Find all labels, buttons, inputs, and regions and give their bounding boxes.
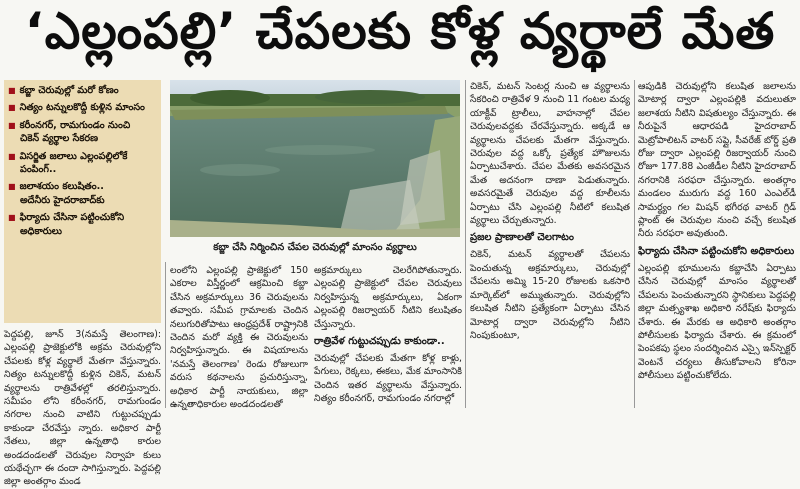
column-divider — [165, 262, 166, 408]
highlight-item: ■ నిత్యం టన్నులకొద్దీ కుళ్లిన మాంసం — [8, 101, 157, 114]
highlight-item: ■ కరీంనగర్, రామగుండం నుంచి — [8, 119, 157, 132]
article-column-4 — [470, 80, 630, 408]
pond-image — [170, 80, 460, 237]
fish-pond-photo — [170, 80, 460, 237]
article-column-3 — [314, 264, 462, 408]
highlight-item: అధికారులు — [20, 225, 62, 237]
highlight-item: ■ విసర్జిత జలాలు ఎల్లంపల్లిలోకే — [8, 150, 157, 163]
article-column-5 — [638, 80, 796, 408]
highlight-item: అదేనీరు హైదరాబాద్‌కు — [20, 194, 105, 206]
column-1-text: పెద్దపల్లి, జూన్ 3(నమస్తే తెలంగాణ): ఎల్లంపల్లి ప్రాజెక్టులోకి అక్రమ చెరువుల్లోని చేపలకు కోళ్ల వ్యర్థాలే మేతగా వేస్తున్నారు. నిత్యం టన్నులకొద్దీ కుళ్లిన చికెన్, మటన్ వ్యర్థాలను రాత్రివేళల్లో తరలిస్తున్నారు. సమీపం లోని కరీంనగర్, రామగుండం నగరాల నుంచి వాటిని గుట్టుచప్పుడు కాకుండా చేరవేస్తు న్నారు. అధికార పార్టీ నేతలు, జిల్లా ఉన్నతాధి కారుల అండదండలతో చెరువుల నిర్వాహ కులు యథేచ్ఛగా ఈ దందా సాగిస్తున్నారు. పెద్దపల్లి జిల్లా అంతర్గాం మండ — [4, 329, 161, 488]
highlight-item: చికెన్ వ్యర్థాల సేకరణ — [20, 133, 99, 145]
article-column-2 — [170, 264, 308, 411]
column-5-subhead: ఫిర్యాదు చేసినా పట్టించుకోని అధికారులు — [638, 245, 795, 257]
column-2-text: లంలోని ఎల్లంపల్లి ప్రాజెక్టులో 150 ఎకరాల విస్తీర్ణంలో ఆక్రమించి కబ్జా చేసిన అక్రమార్కులు 36 చెరువులను తవ్వారు. సమీప గ్రామాలకు చెందిన నలుగురితోపాటు ఆంధ్రప్రదేశ్ రాష్ట్రానికి చెందిన మరో వ్యక్తి ఈ చెరువులను నిర్వహిస్తున్నారు. ఈ విషయాలను 'నమస్తే తెలంగాణ' రెండు రోజులుగా వరుస కథనాలను ప్రచురిస్తున్నా, అధికార పార్టీ నాయకులు, జిల్లా ఉన్నతాధికారుల అండదండలతో — [170, 265, 308, 411]
column-divider — [634, 80, 635, 408]
column-divider — [465, 80, 466, 408]
highlight-item: పంపింగ్.. — [20, 164, 57, 176]
highlights-box — [4, 80, 161, 323]
highlight-item: ■ కబ్జా చెరువుల్లో మరో కోణం — [8, 84, 157, 97]
headline: ‘ఎల్లంపల్లి’ చేపలకు కోళ్ల వ్యర్థాలే మేత — [24, 1, 776, 60]
highlight-item: ■ ఫిర్యాదు చేసినా పట్టించుకోని — [8, 211, 157, 224]
column-3-text-top: అక్రమార్కులు చెలరేగిపోతున్నారు. ఎల్లంపల్లి ప్రాజెక్టులో చేపల చెరువులు నిర్వహిస్తున్న అక్రమార్కులు, ఏకంగా ఎల్లంపల్లి రిజర్వాయర్ నీటిని కలుషితం చేస్తున్నారు. — [314, 265, 462, 330]
column-3-text-bottom: చెరువుల్లో చేపలకు మేతగా కోళ్ల కాళ్లు, పేగులు, రెక్కలు, ఈకలు, మేక మాంసానికి చెందిన ఇతర వ్యర్థాలను వేస్తున్నారు. నిత్యం కరీంనగర్, రామగుండం నగరాల్లో — [314, 353, 462, 405]
highlight-item: ■ జలాశయం కలుషితం.. — [8, 180, 157, 193]
column-3-subhead: రాత్రివేళ గుట్టుచప్పుడు కాకుండా.. — [314, 336, 445, 348]
photo-caption: కబ్జా చేసి నిర్మించిన చేపల చెరువుల్లో మాంసం వ్యర్థాలు — [213, 242, 417, 253]
column-4-text-bottom: చికెన్, మటన్ వ్యర్థాలతో చేపలను పెంచుతున్న అక్రమార్కులు, చెరువుల్లో చేపలను అమ్మి 15-20 రోజులకు ఒకసారి మార్కెట్‌లో అమ్ముతున్నారు. చెరువుల్లోని కలుషిత నీటిని ప్రత్యేకంగా ఏర్పాటు చేసిన మోటార్ల ద్వారా చెరువుల్లోని నీటిని నింపుకుంటూ, — [470, 249, 630, 341]
column-5-text-bottom: ఎల్లంపల్లి భూములను కబ్జాచేసి ఏర్పాటు చేసిన చెరువుల్లో మాంసం వ్యర్థాలతో చేపలను పెంచుతున్నారని స్థానికులు పెద్దపల్లి జిల్లా మత్స్యశాఖ అధికారి నరేష్‌కు ఫిర్యాదు చేశారు. ఈ మేరకు ఆ అధికారి అంతర్గాం పోలీసులకు ఫిర్యాదు చేశారు. ఈ క్రమంలో పెంపకపు స్థలం సందర్శించిన ఎస్సై ఇన్‌స్పెక్టర్ వెంటనే చర్యలు తీసుకోవాలని కోరినా పోలీసులు పట్టించుకోలేదు. — [638, 262, 796, 382]
article-column-1 — [4, 328, 161, 488]
column-4-text-top: చికెన్, మటన్ సెంటర్ల నుంచి ఆ వ్యర్థాలను సేకరించి రాత్రివేళ 9 నుంచి 11 గంటల మధ్య యాక్టీవ్ ట్రాలీలు, వాహనాల్లో చేపల చెరువులవద్దకు చేరవేస్తున్నారు. అక్కడే ఆ వ్యర్థాలను చేపలకు మేతగా వేస్తున్నారు. చెరువుల వద్ద ఒక్కో ప్రత్యేక హౌజులను ఏర్పాటుచేశారు. చేపల మేతకు అవసరమైన మేత అదనంగా దాణా పెడుతున్నారు. అవసరమైతే చెరువుల వద్ద కూలీలను ఏర్పాటు చేసి ఎల్లంపల్లి నీటిలో కలుషిత వ్యర్థాలు చేర్చుతున్నారు. — [470, 81, 630, 227]
column-4-subhead: ప్రజల ప్రాణాలతో చెలగాటం — [470, 232, 574, 244]
column-5-text-top: ఆపుడికి చెరువుల్లోని కలుషిత జలాలను మోటార్ల ద్వారా ఎల్లంపల్లికి వదులుతూ జలాశయ నీటిని విషతుల్యం చేస్తున్నారు. ఈ నీరుపైనే ఆధారపడి హైదరాబాద్ మెట్రోపాలిటన్ వాటర్ సప్లై, సీవరేజ్ బోర్డ్ ప్రతి రోజు ద్వారా ఎల్లంపల్లి రిజర్వాయర్ నుంచి రోజూ 177.88 ఎంజీడీల నీటిని హైదరాబాద్ నగరానికి సరఫరా చేస్తున్నారు. అంతర్గాం మండలం మురుగు వద్ద 160 ఎంఎల్‌డీ సామర్థ్యం గల మిషన్ భగీరథ వాటర్ గ్రిడ్ ప్లాంట్ ఈ చెరువుల నుంచి వచ్చే కలుషిత నీరు సరఫరా అవుతుంది. — [638, 81, 796, 240]
